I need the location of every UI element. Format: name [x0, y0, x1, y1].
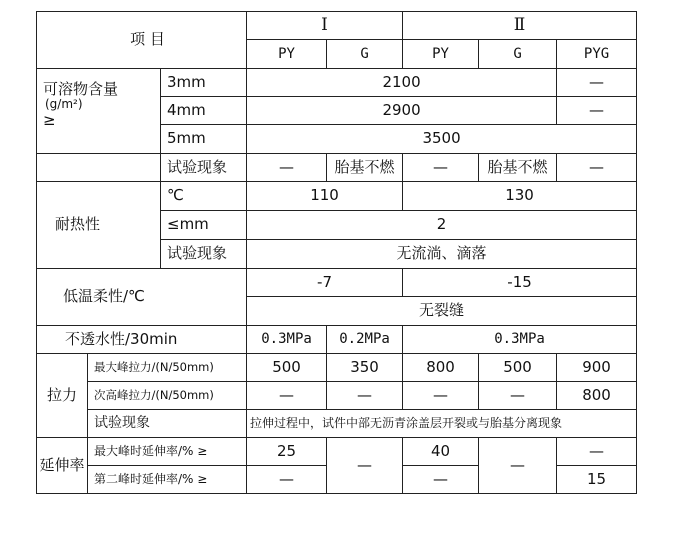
header-col-pyg: PYG [557, 40, 637, 69]
elongation-second-py-ii: — [403, 466, 479, 494]
heat-phen-sub: 试验现象 [161, 240, 247, 269]
soluble-pyg-4mm: — [557, 97, 637, 125]
heat-phen-value: 无流淌、滴落 [247, 240, 637, 269]
soluble-phen-g-ii: 胎基不燃 [479, 154, 557, 182]
tensile-second-label: 次高峰拉力/(N/50mm) [88, 382, 247, 410]
elongation-second-pyg: 15 [557, 466, 637, 494]
cold-value-i: -7 [247, 269, 403, 297]
elongation-max-pyg: — [557, 438, 637, 466]
elongation-second-label: 第二峰时延伸率/% ≥ [88, 466, 247, 494]
cold-label: 低温柔性/℃ [37, 269, 247, 326]
header-col-g-i: G [327, 40, 403, 69]
soluble-label-text: 可溶物含量 [43, 80, 119, 98]
header-col-py-i: PY [247, 40, 327, 69]
header-group-ii: Ⅱ [403, 12, 637, 40]
heat-mm-sub: ≤mm [161, 211, 247, 240]
soluble-ge: ≥ [43, 111, 56, 130]
cold-value-ii: -15 [403, 269, 637, 297]
header-col-g-ii: G [479, 40, 557, 69]
soluble-value-5mm: 3500 [247, 125, 637, 154]
water-value-i-g: 0.2MPa [327, 326, 403, 354]
tensile-phen-value: 拉伸过程中，试件中部无沥青涂盖层开裂或与胎基分离现象 [247, 410, 637, 438]
water-label: 不透水性/30min [37, 326, 247, 354]
soluble-value-4mm: 2900 [247, 97, 557, 125]
cold-result: 无裂缝 [247, 297, 637, 326]
elongation-max-py-ii: 40 [403, 438, 479, 466]
tensile-phen-label: 试验现象 [88, 410, 247, 438]
heat-temp-ii: 130 [403, 182, 637, 211]
soluble-phen-label: 试验现象 [161, 154, 247, 182]
tensile-max-g-ii: 500 [479, 354, 557, 382]
soluble-phen-py-i: — [247, 154, 327, 182]
soluble-sub-4mm: 4mm [161, 97, 247, 125]
soluble-phen-spacer [37, 154, 161, 182]
tensile-second-g-ii: — [479, 382, 557, 410]
tensile-second-g-i: — [327, 382, 403, 410]
heat-temp-sub: ℃ [161, 182, 247, 211]
soluble-pyg-3mm: — [557, 69, 637, 97]
water-value-ii: 0.3MPa [403, 326, 637, 354]
elongation-g-i: — [327, 438, 403, 494]
soluble-phen-py-ii: — [403, 154, 479, 182]
tensile-max-label: 最大峰拉力/(N/50mm) [88, 354, 247, 382]
tensile-max-py-ii: 800 [403, 354, 479, 382]
soluble-sub-3mm: 3mm [161, 69, 247, 97]
tensile-second-py-i: — [247, 382, 327, 410]
heat-temp-i: 110 [247, 182, 403, 211]
elongation-second-py-i: — [247, 466, 327, 494]
tensile-max-g-i: 350 [327, 354, 403, 382]
heat-label: 耐热性 [37, 182, 161, 269]
tensile-max-py-i: 500 [247, 354, 327, 382]
soluble-unit: (g/m²) [45, 97, 83, 112]
elongation-max-py-i: 25 [247, 438, 327, 466]
spec-table [36, 11, 637, 494]
tensile-second-py-ii: — [403, 382, 479, 410]
soluble-label [37, 69, 161, 154]
water-value-i-py: 0.3MPa [247, 326, 327, 354]
elongation-g-ii: — [479, 438, 557, 494]
soluble-value-3mm: 2100 [247, 69, 557, 97]
tensile-label: 拉力 [37, 354, 88, 438]
tensile-max-pyg: 900 [557, 354, 637, 382]
heat-mm-value: 2 [247, 211, 637, 240]
tensile-second-pyg: 800 [557, 382, 637, 410]
soluble-phen-g-i: 胎基不燃 [327, 154, 403, 182]
header-item: 项 目 [37, 12, 247, 69]
header-group-i: Ⅰ [247, 12, 403, 40]
elongation-label: 延伸率 [37, 438, 88, 494]
header-col-py-ii: PY [403, 40, 479, 69]
soluble-sub-5mm: 5mm [161, 125, 247, 154]
soluble-phen-pyg: — [557, 154, 637, 182]
elongation-max-label: 最大峰时延伸率/% ≥ [88, 438, 247, 466]
